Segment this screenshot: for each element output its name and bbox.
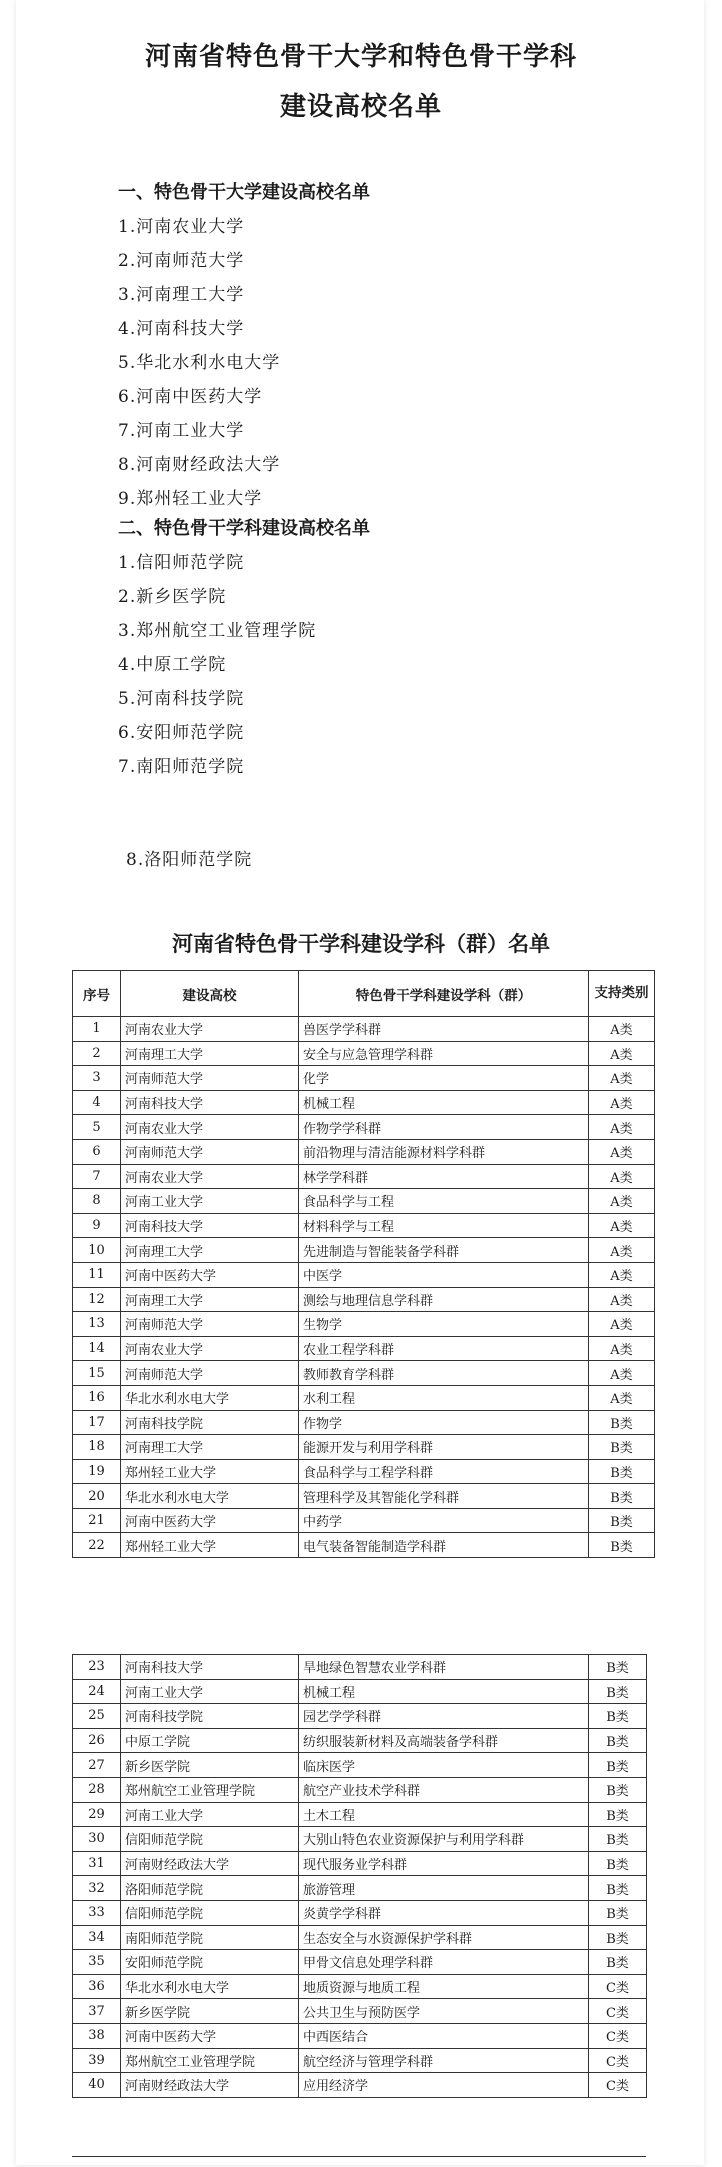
table-row	[73, 2023, 647, 2048]
section1-item-3: 3.河南理工大学	[118, 285, 245, 305]
row-school: 河南财经政法大学	[121, 2073, 299, 2098]
table-row	[73, 1753, 647, 1778]
row-support: A类	[589, 1139, 655, 1164]
row-support: C类	[589, 2073, 647, 2098]
row-support: B类	[589, 1655, 647, 1680]
table-row	[73, 1213, 655, 1238]
row-school: 华北水利水电大学	[121, 1484, 299, 1509]
row-no: 19	[73, 1459, 121, 1484]
row-no: 12	[73, 1287, 121, 1312]
row-discipline: 机械工程	[299, 1679, 589, 1704]
row-discipline: 机械工程	[299, 1090, 589, 1115]
row-no: 26	[73, 1728, 121, 1753]
row-discipline: 生物学	[299, 1312, 589, 1337]
row-support: A类	[589, 1361, 655, 1386]
row-school: 信阳师范学院	[121, 1827, 299, 1852]
row-school: 新乡医学院	[121, 1753, 299, 1778]
row-discipline: 兽医学学科群	[299, 1017, 589, 1042]
row-school: 河南科技大学	[121, 1213, 299, 1238]
row-support: B类	[589, 1876, 647, 1901]
row-school: 华北水利水电大学	[121, 1385, 299, 1410]
row-no: 14	[73, 1336, 121, 1361]
section1-item-8: 8.河南财经政法大学	[118, 455, 281, 475]
row-no: 18	[73, 1435, 121, 1460]
row-discipline: 先进制造与智能装备学科群	[299, 1238, 589, 1263]
row-no: 28	[73, 1777, 121, 1802]
row-discipline: 生态安全与水资源保护学科群	[299, 1925, 589, 1950]
table-row	[73, 1925, 647, 1950]
table-row	[73, 1950, 647, 1975]
row-no: 9	[73, 1213, 121, 1238]
row-school: 华北水利水电大学	[121, 1974, 299, 1999]
row-support: A类	[589, 1238, 655, 1263]
row-school: 中原工学院	[121, 1728, 299, 1753]
table-row	[73, 1041, 655, 1066]
row-school: 河南科技学院	[121, 1410, 299, 1435]
row-discipline: 航空经济与管理学科群	[299, 2048, 589, 2073]
row-discipline: 化学	[299, 1066, 589, 1091]
row-support: B类	[589, 1533, 655, 1558]
row-no: 33	[73, 1900, 121, 1925]
section1-item-2: 2.河南师范大学	[118, 251, 245, 271]
header-school: 建设高校	[121, 971, 299, 1017]
row-no: 38	[73, 2023, 121, 2048]
table-row	[73, 1435, 655, 1460]
row-support: A类	[589, 1017, 655, 1042]
row-no: 13	[73, 1312, 121, 1337]
section2-item-7: 7.南阳师范学院	[118, 757, 245, 777]
row-discipline: 地质资源与地质工程	[299, 1974, 589, 1999]
row-no: 7	[73, 1164, 121, 1189]
row-discipline: 大别山特色农业资源保护与利用学科群	[299, 1827, 589, 1852]
row-no: 36	[73, 1974, 121, 1999]
row-no: 21	[73, 1508, 121, 1533]
row-support: B类	[589, 1508, 655, 1533]
row-support: C类	[589, 2023, 647, 2048]
row-support: B类	[589, 1950, 647, 1975]
table-row	[73, 1287, 655, 1312]
table-row	[73, 1066, 655, 1091]
row-school: 河南中医药大学	[121, 1262, 299, 1287]
row-school: 新乡医学院	[121, 1999, 299, 2024]
row-support: B类	[589, 1827, 647, 1852]
row-support: A类	[589, 1385, 655, 1410]
row-no: 25	[73, 1704, 121, 1729]
row-no: 24	[73, 1679, 121, 1704]
table-row	[73, 1385, 655, 1410]
row-no: 22	[73, 1533, 121, 1558]
row-support: B类	[589, 1925, 647, 1950]
row-no: 32	[73, 1876, 121, 1901]
row-discipline: 旱地绿色智慧农业学科群	[299, 1655, 589, 1680]
row-school: 河南农业大学	[121, 1336, 299, 1361]
row-discipline: 现代服务业学科群	[299, 1851, 589, 1876]
table-row	[73, 1017, 655, 1042]
row-no: 27	[73, 1753, 121, 1778]
row-discipline: 甲骨文信息处理学科群	[299, 1950, 589, 1975]
row-school: 安阳师范学院	[121, 1950, 299, 1975]
row-no: 5	[73, 1115, 121, 1140]
row-support: B类	[589, 1484, 655, 1509]
row-support: A类	[589, 1213, 655, 1238]
row-no: 4	[73, 1090, 121, 1115]
row-no: 30	[73, 1827, 121, 1852]
row-support: C类	[589, 2048, 647, 2073]
row-support: A类	[589, 1090, 655, 1115]
section2-item-5: 5.河南科技学院	[118, 689, 245, 709]
section2-item-4: 4.中原工学院	[118, 655, 227, 675]
row-support: B类	[589, 1900, 647, 1925]
row-school: 河南科技大学	[121, 1655, 299, 1680]
row-no: 10	[73, 1238, 121, 1263]
row-discipline: 中西医结合	[299, 2023, 589, 2048]
row-support: B类	[589, 1777, 647, 1802]
row-no: 29	[73, 1802, 121, 1827]
row-discipline: 作物学	[299, 1410, 589, 1435]
table-row	[73, 1115, 655, 1140]
row-no: 3	[73, 1066, 121, 1091]
row-support: A类	[589, 1115, 655, 1140]
row-support: B类	[589, 1802, 647, 1827]
section2-item-1: 1.信阳师范学院	[118, 553, 245, 573]
row-no: 6	[73, 1139, 121, 1164]
row-discipline: 土木工程	[299, 1802, 589, 1827]
row-discipline: 中药学	[299, 1508, 589, 1533]
table-row	[73, 1189, 655, 1214]
table-row	[73, 1728, 647, 1753]
row-school: 河南农业大学	[121, 1017, 299, 1042]
row-discipline: 材料科学与工程	[299, 1213, 589, 1238]
row-discipline: 公共卫生与预防医学	[299, 1999, 589, 2024]
row-school: 河南财经政法大学	[121, 1851, 299, 1876]
row-discipline: 食品科学与工程学科群	[299, 1459, 589, 1484]
doc-title-line2: 建设高校名单	[279, 92, 442, 122]
section2-item-2: 2.新乡医学院	[118, 587, 227, 607]
row-no: 34	[73, 1925, 121, 1950]
row-no: 2	[73, 1041, 121, 1066]
row-discipline: 炎黄学学科群	[299, 1900, 589, 1925]
row-no: 16	[73, 1385, 121, 1410]
section1-item-6: 6.河南中医药大学	[118, 387, 263, 407]
table-row	[73, 1090, 655, 1115]
row-discipline: 前沿物理与清洁能源材料学科群	[299, 1139, 589, 1164]
table-row	[73, 1533, 655, 1558]
row-discipline: 作物学学科群	[299, 1115, 589, 1140]
row-discipline: 管理科学及其智能化学科群	[299, 1484, 589, 1509]
row-support: C类	[589, 1999, 647, 2024]
table-row	[73, 1974, 647, 1999]
row-school: 南阳师范学院	[121, 1925, 299, 1950]
row-school: 河南师范大学	[121, 1139, 299, 1164]
row-school: 河南师范大学	[121, 1312, 299, 1337]
row-discipline: 林学学科群	[299, 1164, 589, 1189]
row-discipline: 教师教育学科群	[299, 1361, 589, 1386]
row-school: 洛阳师范学院	[121, 1876, 299, 1901]
row-discipline: 测绘与地理信息学科群	[299, 1287, 589, 1312]
row-support: A类	[589, 1336, 655, 1361]
row-school: 河南农业大学	[121, 1115, 299, 1140]
doc-title-line1: 河南省特色骨干大学和特色骨干学科	[144, 42, 577, 72]
table-row	[73, 1336, 655, 1361]
row-discipline: 能源开发与利用学科群	[299, 1435, 589, 1460]
discipline-table-part2	[72, 1654, 647, 2098]
row-school: 河南师范大学	[121, 1066, 299, 1091]
table-row	[73, 1999, 647, 2024]
row-support: B类	[589, 1851, 647, 1876]
table-row	[73, 1900, 647, 1925]
row-support: B类	[589, 1753, 647, 1778]
row-support: C类	[589, 1974, 647, 1999]
section1-item-5: 5.华北水利水电大学	[118, 353, 281, 373]
table-row	[73, 1361, 655, 1386]
row-support: A类	[589, 1041, 655, 1066]
table-row	[73, 1410, 655, 1435]
row-school: 郑州航空工业管理学院	[121, 1777, 299, 1802]
row-no: 23	[73, 1655, 121, 1680]
table-row	[73, 1312, 655, 1337]
row-school: 郑州轻工业大学	[121, 1533, 299, 1558]
row-no: 1	[73, 1017, 121, 1042]
table-title: 河南省特色骨干学科建设学科（群）名单	[172, 932, 550, 956]
row-no: 40	[73, 2073, 121, 2098]
row-support: A类	[589, 1066, 655, 1091]
header-support: 支持类别	[589, 971, 655, 1017]
row-school: 郑州航空工业管理学院	[121, 2048, 299, 2073]
table-row	[73, 1802, 647, 1827]
row-discipline: 农业工程学科群	[299, 1336, 589, 1361]
row-school: 河南理工大学	[121, 1238, 299, 1263]
row-support: B类	[589, 1704, 647, 1729]
discipline-table-part1	[72, 970, 655, 1558]
table-row	[73, 1827, 647, 1852]
row-no: 8	[73, 1189, 121, 1214]
section1-item-9: 9.郑州轻工业大学	[118, 489, 263, 509]
row-no: 20	[73, 1484, 121, 1509]
table-row	[73, 1484, 655, 1509]
section1-item-1: 1.河南农业大学	[118, 217, 245, 237]
row-discipline: 应用经济学	[299, 2073, 589, 2098]
table-cut-row	[72, 2156, 646, 2167]
table-row	[73, 1704, 647, 1729]
row-school: 郑州轻工业大学	[121, 1459, 299, 1484]
row-no: 15	[73, 1361, 121, 1386]
row-school: 河南工业大学	[121, 1679, 299, 1704]
row-no: 31	[73, 1851, 121, 1876]
row-discipline: 食品科学与工程	[299, 1189, 589, 1214]
row-support: B类	[589, 1459, 655, 1484]
row-support: B类	[589, 1728, 647, 1753]
row-support: B类	[589, 1435, 655, 1460]
table-row	[73, 1679, 647, 1704]
table-row	[73, 1876, 647, 1901]
row-discipline: 园艺学学科群	[299, 1704, 589, 1729]
row-support: B类	[589, 1679, 647, 1704]
section1-heading: 一、特色骨干大学建设高校名单	[118, 182, 370, 203]
table-row	[73, 1139, 655, 1164]
row-discipline: 旅游管理	[299, 1876, 589, 1901]
row-no: 11	[73, 1262, 121, 1287]
section2-item-8: 8.洛阳师范学院	[126, 850, 253, 870]
row-discipline: 航空产业技术学科群	[299, 1777, 589, 1802]
row-no: 39	[73, 2048, 121, 2073]
row-support: A类	[589, 1287, 655, 1312]
section2-heading: 二、特色骨干学科建设高校名单	[118, 518, 370, 539]
row-school: 河南师范大学	[121, 1361, 299, 1386]
row-no: 35	[73, 1950, 121, 1975]
row-school: 河南理工大学	[121, 1435, 299, 1460]
section1-item-4: 4.河南科技大学	[118, 319, 245, 339]
row-school: 河南工业大学	[121, 1802, 299, 1827]
row-school: 河南中医药大学	[121, 2023, 299, 2048]
row-discipline: 临床医学	[299, 1753, 589, 1778]
row-support: A类	[589, 1312, 655, 1337]
row-support: B类	[589, 1410, 655, 1435]
row-no: 37	[73, 1999, 121, 2024]
row-school: 河南工业大学	[121, 1189, 299, 1214]
row-discipline: 电气装备智能制造学科群	[299, 1533, 589, 1558]
row-school: 信阳师范学院	[121, 1900, 299, 1925]
header-no: 序号	[73, 971, 121, 1017]
section1-item-7: 7.河南工业大学	[118, 421, 245, 441]
table-row	[73, 1164, 655, 1189]
table-row	[73, 2073, 647, 2098]
row-discipline: 水利工程	[299, 1385, 589, 1410]
row-school: 河南理工大学	[121, 1041, 299, 1066]
row-school: 河南科技学院	[121, 1704, 299, 1729]
table-row	[73, 1459, 655, 1484]
table-row	[73, 1262, 655, 1287]
row-no: 17	[73, 1410, 121, 1435]
row-support: A类	[589, 1164, 655, 1189]
header-discipline: 特色骨干学科建设学科（群）	[299, 971, 589, 1017]
row-support: A类	[589, 1189, 655, 1214]
table-row	[73, 1851, 647, 1876]
row-school: 河南中医药大学	[121, 1508, 299, 1533]
row-school: 河南科技大学	[121, 1090, 299, 1115]
section2-item-6: 6.安阳师范学院	[118, 723, 245, 743]
table-row	[73, 1777, 647, 1802]
row-discipline: 安全与应急管理学科群	[299, 1041, 589, 1066]
table-row	[73, 1238, 655, 1263]
row-discipline: 纺织服装新材料及高端装备学科群	[299, 1728, 589, 1753]
table-row	[73, 1655, 647, 1680]
row-school: 河南理工大学	[121, 1287, 299, 1312]
row-support: A类	[589, 1262, 655, 1287]
row-discipline: 中医学	[299, 1262, 589, 1287]
table-row	[73, 2048, 647, 2073]
table-row	[73, 1508, 655, 1533]
section2-item-3: 3.郑州航空工业管理学院	[118, 621, 317, 641]
row-school: 河南农业大学	[121, 1164, 299, 1189]
